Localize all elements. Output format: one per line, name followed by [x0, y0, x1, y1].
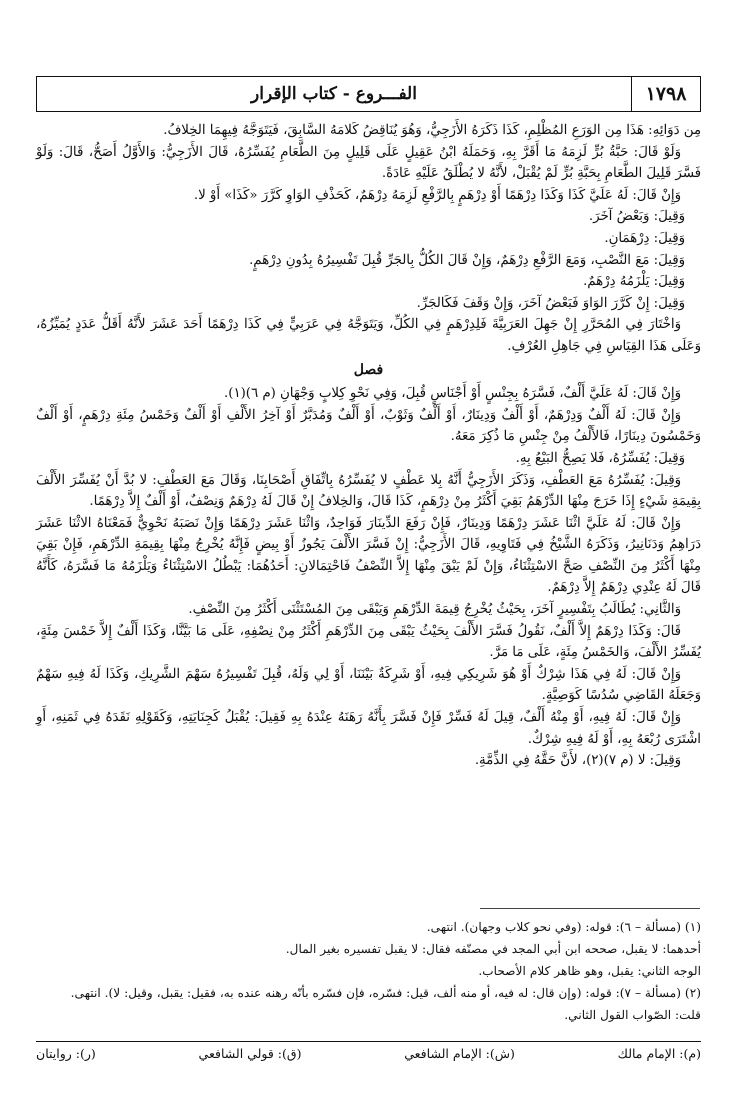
paragraph: وَقِيلَ: لا (م ٧)(٢)، لأَنَّ حَقَّهُ فِي الذِّمَّةِ.: [474, 753, 681, 769]
footnote: (١) (مسألة – ٦): قوله: (وفي نحو كلاب وجهان). انتهى.: [426, 920, 701, 934]
abbreviation-legend: [36, 1046, 701, 1061]
legend-item: (ش): الإمام الشافعي: [404, 1046, 515, 1061]
paragraph: مِن دَوَائِهِ: هَذَا مِن الوَرَعِ المُظْلِمِ، كَذَا ذَكَرَهُ الأَزَجِيُّ، وَهُوَ يُنَاقِضُ كَلامَهُ السَّابِقَ، فَيَتَوَجَّهُ فِيهِمَا الخِلافُ.: [163, 123, 701, 138]
paragraph: وَإِنْ قَالَ: لَهُ فِي هَذَا شِرْكٌ أَوْ هُوَ شَرِيكِي فِيهِ، أَوْ شَرِكَةٌ بَيْنَنَا، أَوْ لِي وَلَهُ، قُبِلَ تَفْسِيرُهُ سَهْمَ الشَّرِيكِ، وَكَذَا لَهُ فِيهِ سَهْمٌ وَجَعَلَهُ القَاضِي سُدُسًا كَوَصِيَّةٍ.: [36, 666, 701, 704]
paragraph: وَإِنْ قَالَ: لَهُ عَلَيَّ اثْنَا عَشَرَ دِرْهَمًا وَدِينَارٌ، فَإِنْ رَفَعَ الدِّينَارَ فَوَاحِدٌ، وَاثْنَا عَشَرَ دِرْهَمًا وَإِنْ نَصَبَهُ نَحْوِيٌّ فَمَعْنَاهُ الاثْنَا عَشَرَ دَرَاهِمُ وَدَنَانِيرُ، وَذَكَرَهُ الشَّيْخُ فِي فَتَاوِيهِ، قَالَ الأَزَجِيُّ: إِنْ فَسَّرَ الأَلْفَ يَجُوزُ أَوْ بِيضٍ فَإِنَّهُ يُخْرِجُ مِنْهَا بِقِيمَةِ الدِّرْهَمِ، فَإِنْ بَقِيَ مِنْهَا أَكْثَرُ مِنَ النِّصْفِ صَحَّ الاسْتِثْنَاءُ، وَإِنْ لَمْ يَبْقَ مِنْهَا إِلاَّ النِّصْفُ فَاحْتِمَالانِ: أَحَدُهُمَا: يَبْطُلُ الاسْتِثْنَاءُ وَيَلْزَمُهُ مَا فَسَّرَهُ، كَأَنَّهُ قَالَ لَهُ عِنْدِي دِرْهَمٌ إِلاَّ دِرْهَمٌ.: [36, 515, 701, 596]
paragraph: وَقِيلَ: وَبَعْضُ آخَرَ.: [588, 209, 685, 225]
paragraph: وَقِيلَ: يُفَسِّرُهُ مَعَ العَطْفِ، وَذَكَرَ الأَزَجِيُّ أَنَّهُ بِلا عَطْفٍ لا يُفَسِّرُهُ بِاتِّفَاقِ أَصْحَابِنَا، وَقَالَ مَعَ العَطْفِ: لا بُدَّ أَنْ يُفَسِّرَ الأَلْفَ بِقِيمَةِ شَيْءٍ إِذَا خَرَجَ مِنْهَا الدِّرْهَمُ بَقِيَ أَكْثَرُ مِنْ دِرْهَمٍ، كَذَا قَالَ، وَالخِلافُ إِنْ قَالَ لَهُ دِرْهَمٌ وَنِصْفٌ، أَوْ أَلْفٌ إِلاَّ دِرْهَمًا.: [36, 472, 701, 510]
footnote: قلت: الصّواب القول الثاني.: [564, 1008, 701, 1022]
main-text: [36, 120, 701, 772]
paragraph: وَإِنْ قَالَ: لَهُ عَلَيَّ كَذَا وَكَذَا دِرْهَمًا أَوْ دِرْهَمٍ بِالرَّفْعِ لَزِمَهُ دِرْهَمٌ، كَحَذْفِ الوَاوِ كَرَّرَ «كَذَا» أَوْ لا.: [193, 187, 681, 203]
legend-item: (ق): قولي الشافعي: [198, 1046, 302, 1061]
paragraph: قَالَ: وَكَذَا دِرْهَمٌ إِلاَّ أَلْفٌ، نَقُولُ فَسَّرَ الأَلْفَ بِحَيْثُ يَبْقَى مِنَ الدِّرْهَمِ أَكْثَرُ مِنْ نِصْفِهِ، عَلَى مَا بَيَّنَّا، وَكَذَا أَلْفٌ إِلاَّ خَمْسَ مِئَةٍ، يُفَسِّرُ الأَلْفَ، وَالخَمْسُ مِئَةٍ، عَلَى مَا مَرَّ.: [36, 623, 701, 661]
paragraph: وَإِنْ قَالَ: لَهُ فِيهِ، أَوْ مِنْهُ أَلْفٌ، قِيلَ لَهُ فَسِّرْ فَإِنْ فَسَّرَ بِأَنَّهُ رَهَنَهُ عِنْدَهُ بِهِ فَقِيلَ: يُقْبَلُ كَجِنَايَتِهِ، وَكَقَوْلِهِ نَقَدَهُ فِي ثَمَنِهِ، أَوِ اشْتَرَى رُبْعَهُ بِهِ، أَوْ لَهُ فِيهِ شِرْكٌ.: [36, 710, 701, 747]
paragraph: وَقِيلَ: يَلْزَمُهُ دِرْهَمٌ.: [583, 274, 685, 290]
footnotes: [36, 916, 701, 1026]
section-heading: فصل: [353, 361, 384, 378]
paragraph: وَقِيلَ: يُفَسِّرُهُ، فَلا يَصِحُّ البَيْعُ بِهِ.: [515, 450, 685, 466]
page-title: الفـــروع - كتاب الإقرار: [251, 84, 417, 104]
footnote: (٢) (مسألة – ٧): قوله: (وإن قال: له فيه، أو منه ألف، قيل: فسّره، فإن فسّره بأنّه رهنه عنده به، فقيل: يقبل، وقيل: لا). انتهى.: [70, 986, 701, 1000]
paragraph: وَاخْتَارَ فِي المُحَرَّرِ إِنْ جَهِلَ العَرَبِيَّةَ فَلِدِرْهَمٍ فِي الكُلِّ، وَيَتَوَجَّهُ فِي عَرَبِيٍّ فِي كَذَا دِرْهَمًا أَحَدَ عَشَرَ لأَنَّهُ أَقَلُّ عَدَدٍ يُمَيِّزُهُ، وَعَلَى هَذَا القِيَاسِ فِي جَاهِلِ العُرْفِ.: [36, 317, 701, 354]
paragraph: وَقِيلَ: مَعَ النَّصْبِ، وَمَعَ الرَّفْعِ دِرْهَمٌ، وَإِنْ قَالَ الكُلُّ بِالجَرِّ قُبِلَ تَفْسِيرُهُ بِدُونِ دِرْهَمٍ.: [249, 252, 685, 268]
paragraph: وَلَوْ قَالَ: حَبَّةُ بُرٍّ لَزِمَهُ مَا أَقَرَّ بِهِ، وَحَمَلَهُ ابْنُ عَقِيلٍ عَلَى قَلِيلٍ مِنَ الطَّعَامِ يُفَسِّرُهُ، قَالَ الأَزَجِيُّ: وَالأَوَّلُ أَصَحُّ، قَالَ: وَلَوْ فَسَّرَ قَلِيلَ الطَّعَامِ بِحَبَّةِ بُرٍّ لَمْ يُقْبَلْ، لأَنَّهُ لا يُطْلَقُ عَلَيْهِ عَادَةً.: [36, 144, 701, 182]
page-header: [36, 76, 701, 112]
paragraph: وَالثَّانِي: يُطَالَبُ بِتَفْسِيرٍ آخَرَ، بِحَيْثُ يُخْرِجُ قِيمَةَ الدِّرْهَمِ وَيَبْقَى مِنَ المُسْتَثْنَى أَكْثَرُ مِنَ النِّصْفِ.: [188, 602, 681, 618]
footnote: أحدهما: لا يقبل، صححه ابن أبي المجد في مصنّفه فقال: لا يقبل تفسيره بغير المال.: [285, 942, 701, 956]
footnote-separator: [480, 908, 700, 909]
legend-item: (م): الإمام مالك: [617, 1046, 701, 1061]
paragraph: وَقِيلَ: دِرْهَمَانِ.: [604, 230, 685, 246]
page-number: ١٧٩٨: [631, 77, 700, 111]
legend-divider: [36, 1041, 701, 1042]
paragraph: وَإِنْ قَالَ: لَهُ أَلْفٌ وَدِرْهَمٌ، أَوْ أَلْفٌ وَدِينَارٌ، أَوْ أَلْفٌ وَثَوْبٌ، أَوْ أَلْفٌ وَمُدَبَّرٌ أَوْ آخِرُ الأَلْفِ أَوْ أَلْفٌ وَخَمْسُ مِئَةِ دِرْهَمٍ، أَوْ أَلْفٌ وَخَمْسُونَ دِينَارًا، فَالأَلْفُ مِنْ جِنْسِ مَا ذُكِرَ مَعَهُ.: [36, 407, 701, 445]
paragraph: وَقِيلَ: إِنْ كَرَّرَ الوَاوَ فَبَعْضُ آخَرَ، وَإِنْ وَقَفَ فَكَالجَرِّ.: [416, 295, 685, 311]
paragraph: وَإِنْ قَالَ: لَهُ عَلَيَّ أَلْفٌ، فَسَّرَهُ بِجِنْسٍ أَوْ أَجْنَاسٍ قُبِلَ، وَفِي نَحْوِ كِلابٍ وَجْهَانِ (م ٦)(١).: [224, 386, 681, 402]
footnote: الوجه الثاني: يقبل، وهو ظاهر كلام الأصحاب.: [478, 964, 701, 978]
legend-item: (ر): روايتان: [36, 1046, 96, 1061]
